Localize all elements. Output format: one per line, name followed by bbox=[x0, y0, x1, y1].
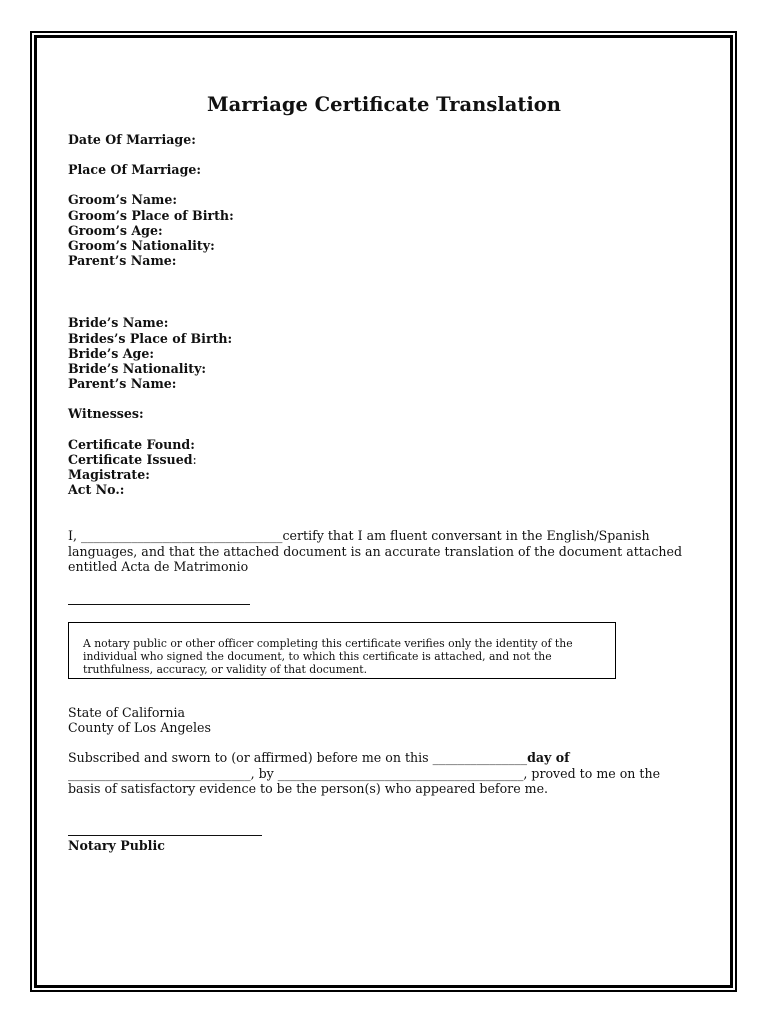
field-date-of-marriage: Date Of Marriage: bbox=[68, 132, 196, 147]
field-bride-place-of-birth: Brides’s Place of Birth: bbox=[68, 330, 233, 346]
field-act-no: Act No.: bbox=[68, 482, 125, 498]
sworn-line-3: basis of satisfactory evidence to be the person(s) who appeared before me. bbox=[68, 780, 549, 796]
field-bride-nationality: Bride’s Nationality: bbox=[68, 361, 207, 377]
field-bride-age: Bride’s Age: bbox=[68, 345, 154, 361]
field-groom-parent-name: Parent’s Name: bbox=[68, 253, 177, 269]
field-witnesses: Witnesses: bbox=[68, 406, 144, 422]
notary-notice-box bbox=[68, 622, 616, 679]
certificate-section bbox=[68, 437, 708, 498]
notary-notice-line-1: A notary public or other officer completing this certificate verifies only the identity of the bbox=[83, 637, 573, 651]
notary-notice-line-2: individual who signed the document, to which this certificate is attached, and not the bbox=[83, 650, 552, 664]
field-groom-age: Groom’s Age: bbox=[68, 222, 163, 238]
certification-line-2: languages, and that the attached document is an accurate translation of the document attached bbox=[68, 543, 683, 559]
document-title: Marriage Certificate Translation bbox=[207, 93, 561, 116]
document-body bbox=[68, 92, 708, 853]
sworn-line-1-bold: day of bbox=[527, 750, 570, 766]
certificate-issued-label: Certificate Issued bbox=[68, 451, 193, 467]
notary-signature-line bbox=[68, 835, 262, 836]
sworn-line-1 bbox=[68, 750, 693, 765]
sworn-statement bbox=[68, 750, 693, 796]
field-bride-parent-name: Parent’s Name: bbox=[68, 376, 177, 392]
field-certificate-found: Certificate Found: bbox=[68, 436, 195, 452]
county-line: County of Los Angeles bbox=[68, 720, 211, 736]
bride-section bbox=[68, 315, 708, 391]
field-certificate-issued bbox=[68, 452, 708, 467]
groom-section bbox=[68, 192, 708, 268]
notary-notice-line-3: truthfulness, accuracy, or validity of that document. bbox=[83, 663, 368, 677]
certification-line-1: I, ________________________________certify that I am fluent conversant in the English/Spanish bbox=[68, 528, 650, 544]
field-magistrate: Magistrate: bbox=[68, 467, 150, 483]
notary-public-label: Notary Public bbox=[68, 838, 165, 854]
state-line: State of California bbox=[68, 705, 186, 721]
field-bride-name: Bride’s Name: bbox=[68, 315, 169, 331]
field-groom-nationality: Groom’s Nationality: bbox=[68, 238, 215, 254]
certificate-issued-colon: : bbox=[192, 451, 197, 467]
sworn-line-1-text: Subscribed and sworn to (or affirmed) before me on this _______________ bbox=[68, 750, 528, 766]
sworn-line-2: _____________________________, by _______________________________________, proved to me on the bbox=[68, 765, 661, 781]
certification-line-3: entitled Acta de Matrimonio bbox=[68, 558, 249, 574]
field-place-of-marriage: Place Of Marriage: bbox=[68, 162, 202, 178]
translator-certification bbox=[68, 528, 693, 574]
field-groom-place-of-birth: Groom’s Place of Birth: bbox=[68, 207, 234, 223]
field-groom-name: Groom’s Name: bbox=[68, 192, 178, 208]
